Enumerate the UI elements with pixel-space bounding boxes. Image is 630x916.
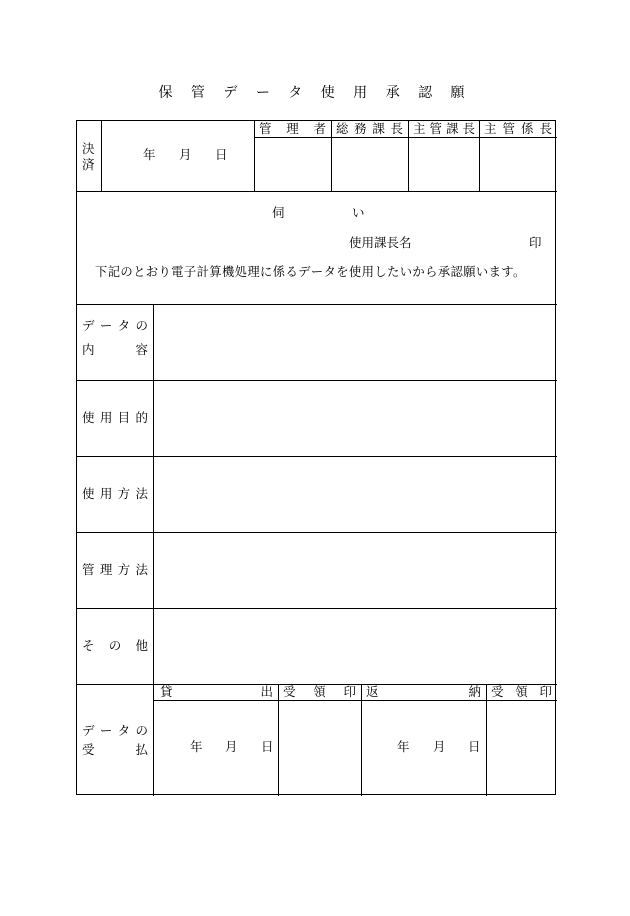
char: デ <box>82 318 95 333</box>
divider <box>77 608 557 609</box>
char: 容 <box>135 342 148 357</box>
char: の <box>108 638 122 653</box>
char: 方 <box>117 562 131 577</box>
char: 理 <box>99 562 113 577</box>
row-label-other <box>82 640 148 653</box>
char: 管 <box>259 121 272 136</box>
transfer-label-2 <box>82 744 148 757</box>
char: 他 <box>135 638 148 653</box>
date-day: 日 <box>261 739 274 754</box>
role-manager-header <box>259 123 326 136</box>
date-year: 年 <box>190 739 203 754</box>
char: 出 <box>260 684 273 699</box>
role-section-chief-header <box>413 123 475 136</box>
char: 管 <box>429 121 442 136</box>
label-char: 決 <box>82 141 95 156</box>
return-receipt-header <box>491 686 552 699</box>
request-heading: い <box>352 205 365 220</box>
divider <box>77 532 557 533</box>
char: 内 <box>82 342 95 357</box>
date-month: 月 <box>433 739 446 754</box>
char: 受 <box>283 684 296 699</box>
char: タ <box>117 723 131 738</box>
applicant-label: 使用課長名 <box>349 235 412 250</box>
char: 総 <box>336 121 349 136</box>
divider <box>254 137 557 138</box>
char: 納 <box>468 684 481 699</box>
divider <box>254 121 255 191</box>
char: 受 <box>491 684 504 699</box>
role-general-affairs-header <box>336 123 403 136</box>
row-label-data-content-2 <box>82 344 148 357</box>
divider <box>77 191 557 192</box>
applicant-seal: 印 <box>529 235 542 250</box>
char: 管 <box>502 121 515 136</box>
row-label-usage-method <box>82 488 148 501</box>
row-label-data-content <box>82 320 148 333</box>
divider <box>77 456 557 457</box>
char: 主 <box>413 121 426 136</box>
form-title: 保 管 デ ー タ 使 用 承 認 願 <box>158 85 472 101</box>
divider <box>153 700 557 701</box>
char: タ <box>117 318 131 333</box>
char: 課 <box>445 121 459 136</box>
char: 方 <box>117 486 131 501</box>
char: そ <box>82 638 95 653</box>
lend-receipt-header <box>283 686 356 699</box>
date-month: 月 <box>179 147 192 162</box>
divider <box>77 380 557 381</box>
form-frame <box>76 120 556 795</box>
date-year: 年 <box>397 739 410 754</box>
date-month: 月 <box>225 739 238 754</box>
divider <box>77 304 557 305</box>
char: 払 <box>135 742 148 757</box>
date-year: 年 <box>143 147 156 162</box>
lend-header <box>160 686 273 699</box>
char: 課 <box>372 121 385 136</box>
transfer-label <box>82 725 148 738</box>
return-header <box>366 686 481 699</box>
char: 管 <box>82 562 95 577</box>
char: の <box>135 723 148 738</box>
char: 主 <box>484 121 497 136</box>
divider <box>408 121 409 191</box>
date-day: 日 <box>215 147 228 162</box>
char: 用 <box>99 486 113 501</box>
char: 使 <box>82 486 95 501</box>
char: 返 <box>366 684 379 699</box>
char: 領 <box>515 684 528 699</box>
request-statement: 下記のとおり電子計算機処理に係るデータを使用したいから承認願います。 <box>95 265 526 279</box>
char: 係 <box>520 121 534 136</box>
request-heading: 伺 <box>272 205 285 220</box>
divider <box>331 121 332 191</box>
char: 者 <box>313 121 326 136</box>
date-day: 日 <box>468 739 481 754</box>
char: 的 <box>135 410 148 425</box>
char: 使 <box>82 410 95 425</box>
label-char: 済 <box>82 157 95 172</box>
divider <box>479 121 480 191</box>
char: 領 <box>313 684 326 699</box>
char: 長 <box>390 121 403 136</box>
divider <box>101 121 102 191</box>
char: 務 <box>354 121 367 136</box>
char: 印 <box>343 684 356 699</box>
char: 受 <box>82 742 95 757</box>
char: 目 <box>117 410 131 425</box>
char: 長 <box>539 121 552 136</box>
role-unit-chief-header <box>484 123 552 136</box>
char: 印 <box>539 684 552 699</box>
char: 長 <box>462 121 475 136</box>
row-label-purpose <box>82 412 148 425</box>
divider <box>153 304 154 796</box>
char: 理 <box>286 121 299 136</box>
char: 用 <box>99 410 113 425</box>
char: ー <box>99 318 113 333</box>
char: デ <box>82 723 95 738</box>
char: ー <box>99 723 113 738</box>
char: 法 <box>135 562 148 577</box>
row-label-management-method <box>82 564 148 577</box>
char: 貸 <box>160 684 173 699</box>
char: 法 <box>135 486 148 501</box>
char: の <box>135 318 148 333</box>
